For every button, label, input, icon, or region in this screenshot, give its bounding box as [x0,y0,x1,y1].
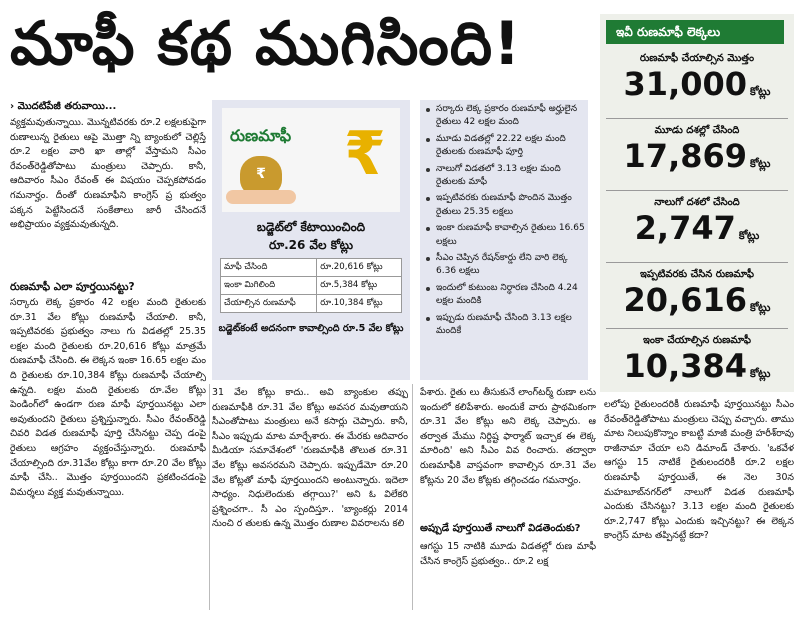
budget-note: బడ్జెట్‌కంటే అదనంగా కావాల్సింది రూ.5 వేల కోట్లు [218,323,404,334]
divider [606,118,788,119]
row-value: రూ.20,616 కోట్లు [317,259,402,277]
stat-value: 20,616 [623,281,748,319]
table-row [221,259,402,277]
sidebar-title: ఇవీ రుణమాఫీ లెక్కలు [606,20,784,44]
row-value: రూ.10,384 కోట్లు [317,295,402,313]
graphic-banner [222,108,400,212]
stat-value: 10,384 [623,347,748,385]
row-label: చేయాల్సిన రుణమాఫీ [221,295,317,313]
stat-value: 2,747 [634,209,736,247]
stats-sidebar [600,14,794,392]
stat-fourth-phase [606,196,788,246]
column-divider [412,384,413,610]
divider [606,262,788,263]
stat-unit: కోట్లు [750,85,771,98]
list-item: సర్కారు లెక్క ప్రకారం రుణమాఫీ అర్హులైన రైతులు 42 లక్షల మంది [420,103,588,130]
bullet-icon [426,197,430,201]
list-item: ఇప్పుడు రుణమాఫీ చేసింది 3.13 లక్షల మందికే [420,312,588,339]
list-item: సీఎం చెప్పిన రేషన్‌కార్డు లేని వారి లెక్క 6.36 లక్షలు [420,252,588,279]
stat-unit: కోట్లు [750,157,771,170]
article-col3-para2: ఆగస్టు 15 నాటికి మూడు విడతల్లో రుణ మాఫీ చేసిన కాంగ్రెస్ ప్రభుత్వం.. రూ.2 లక్ష [420,541,596,567]
article-col3-para1: పేశారు. రైతు లు తీసుకునే లాంగ్‌టర్మ్ రుణా లను ఇందులో కలిపేశారు. అందుకే వారు ప్రాథమికంగా రూ.31 వేల కోట్లు అని లెక్క చెప్పారు. ఆ తర్వాత మేము నిర్దిష్ట ఫార్మాట్ ఇచ్చాక ఈ లెక్క మారింది' అని సీఎం వివ రించారు. తద్వారా రుణమాఫీకి వాస్తవంగా కావాల్సిన రూ.31 వేల కోట్లను 20 వేల కోట్లకు తగ్గించడం గమనార్హం. [420,387,596,486]
stat-label: ఇంకా చేయాల్సిన రుణమాఫీ [643,335,751,346]
stat-unit: కోట్లు [738,229,760,242]
row-label: ఇంకా మిగిలింది [221,277,317,295]
stat-value: 31,000 [623,65,748,103]
banner-label: రుణమాఫీ [230,126,292,145]
bullet-icon [426,168,430,172]
article-col1-para2: సర్కారు లెక్క ప్రకారం 42 లక్షల మంది రైతులకు రూ.31 వేల కోట్లు రుణమాఫీ చేయాలి. కానీ, ఇప్పటివరకు ప్రభుత్వం నాలు గు విడతల్లో 25.35 లక్షల మంది రైతులకు రూ.20,616 కోట్లు మాత్రమే రుణమాఫీ చేసింది. ఈ లెక్కన ఇంకా 16.65 లక్షల మం ది రైతులకు రూ.10,384 కోట్లు రుణమాఫీ చేయాల్సి ఉన్నది. లక్షల మంది రైతులకు రూ.వేల కోట్లు పెండింగ్‌లో ఉండగా రుణ మాఫీ పూర్తయినట్టు ఎలా అవుతుందని రైతులు ప్రశ్నిస్తున్నారు. సీఎం రేవంత్‌రెడ్డి చివరి విడత రుణమాఫీ పూర్తి చేసినట్టు చెప్ప డంపై రైతులు ఆగ్రహం వ్యక్తంచేస్తున్నారు. రుణమాఫీ చేయాల్సింది రూ.31వేల కోట్లు కాగా రూ.20 వేల కోట్లు మాఫీ చేసి.. మొత్తం పూర్తయిందని ప్రకటించడంపై విమర్శలు వ్యక్త మవుతున్నాయి. [10,297,206,498]
stat-done-so-far [606,268,788,318]
budget-table [220,258,402,313]
article-col2: 31 వేల కోట్లు కాదు.. అవి బ్యాంకుల తప్పు రుణమాఫీకి రూ.31 వేల కోట్లు అవసర మవుతాయని సీఎంతోపాటు మంత్రులు అనే కసార్లు చెప్పారు. కానీ, సీఎం ఇప్పుడు మాట మార్చేశారు. ఈ మేరకు ఆదివారం మీడియా సమావేశంలో 'రుణమాఫీకి తొలుత రూ.31 వేల కోట్లు అవసరమని చెప్పారు. ఇప్పుడేమో రూ.20 వేల కోట్లతో మాఫీ పూర్తయిందని అంటున్నారు. ఇదెలా సాధ్యం. నిధులెందుకు తగ్గాయి?' అని ఓ విలేకరి ప్రశ్నించగా.. సీ ఎం స్పందిస్తూ.. 'బ్యాంకర్లు 2014 నుంచి ర తులకు ఉన్న మొత్తం రుణాల వివరాలను కలి [212,387,408,530]
list-item: ఇంకా రుణమాఫీ కావాల్సిన రైతులు 16.65 లక్షలు [420,222,588,249]
stat-three-phases [606,124,788,174]
bullet-icon [426,108,430,112]
stat-total-required [606,52,788,102]
stat-unit: కోట్లు [750,301,771,314]
column-divider [209,384,210,610]
headline: మాఫీ కథ ముగిసింది! [10,9,522,79]
kicker-text: మొదటిపేజీ తరువాయి... [17,101,117,112]
bullet-icon [426,317,430,321]
article-col4: లలోపు రైతులందరికీ రుణమాఫీ పూర్తయినట్టు సీఎం రేవంత్‌రెడ్డితోపాటు మంత్రులు చెప్పు వచ్చారు. తాము మాట నిలుపుకొన్నాం కాబట్టి మాజీ మంత్రి హరీశ్‌రావు రాజీనామా చేయా లని డిమాండ్ చేశారు. 'ఒకవేళ ఆగస్టు 15 నాటికే రైతులందరికీ రూ.2 లక్షల రుణమాఫీ పూర్తయితే, ఈ నెల 30న మహబూబ్‌నగర్‌లో నాలుగో విడత రుణమాఫీ ఎందుకు చేసినట్టు? 3.13 లక్షల మంది రైతులకు రూ.2,747 కోట్లు ఎందుకు ఇచ్చినట్టు? ఈ లెక్కన కాంగ్రెస్ మాట తప్పినట్టే కదా? [604,399,794,542]
table-row [221,277,402,295]
stat-remaining [606,334,788,384]
row-value: రూ.5,384 కోట్లు [317,277,402,295]
bullet-icon [426,257,430,261]
bullet-icon [426,138,430,142]
budget-amount: రూ.26 వేల కోట్లు [268,238,354,252]
hand-icon [226,190,296,204]
divider [606,328,788,329]
kicker [10,100,116,114]
stat-label: రుణమాఫీ చేయాల్సిన మొత్తం [639,53,755,64]
bullet-icon [426,227,430,231]
rupee-icon: ₹ [344,119,386,189]
budget-title: బడ్జెట్‌లో కేటాయించింది [256,220,366,234]
list-item: ఇందులో కుటుంబ నిర్ధారణ చేసింది 4.24 లక్షల మందికి [420,282,588,309]
facts-panel [420,100,588,380]
loan-waiver-graphic [212,100,410,380]
money-bag-icon: ₹ [240,156,282,196]
bullet-icon [426,287,430,291]
table-row [221,295,402,313]
list-item: నాలుగో విడతలో 3.13 లక్షల మంది రైతులకు మాఫీ [420,163,588,190]
stat-unit: కోట్లు [750,367,771,380]
stat-label: ఇప్పటివరకు చేసిన రుణమాఫీ [640,269,754,280]
kicker-arrow-icon: › [10,101,15,112]
list-item: మూడు విడతల్లో 22.22 లక్షల మంది రైతులకు రుణమాఫీ పూర్తి [420,133,588,160]
row-label: మాఫీ చేసింది [221,259,317,277]
divider [606,190,788,191]
article-col3-subhead: అప్పుడే పూర్తయితే నాలుగో విడతెందుకు? [420,523,581,534]
list-item: ఇప్పటివరకు రుణమాఫీ పొందిన మొత్తం రైతులు 25.35 లక్షలు [420,192,588,219]
stat-label: నాలుగో దశలో చేసింది [654,197,740,208]
stat-value: 17,869 [623,137,748,175]
article-col1-subhead: రుణమాఫీ ఎలా పూర్తయినట్టు? [10,281,135,293]
stat-label: మూడు దశల్లో చేసింది [654,125,740,136]
article-col1-para1: వ్యక్తమవుతున్నాయి. మొన్నటివరకు రూ.2 లక్షలకుపైగా రుణాలున్న రైతులు ఆపై మొత్తా న్ని బ్యాంకులో చెల్లిస్తే రూ.2 లక్షల వారి ఖా తాల్లో వేస్తామని సీఎం రేవంత్‌రెడ్డితోపాటు మంత్రులు చెప్పారు. కానీ, ఆదివారం సీఎం రేవంత్ ఈ విషయం చెప్పకపోవడం గమనార్హం. దీంతో రుణమాఫీని కాంగ్రెస్ ప్ర భుత్వం పక్కన పెట్టేసిందనే సంకేతాలు జారీ చేసిందనే అభిప్రాయం వ్యక్తమవుతున్నది. [10,117,206,231]
